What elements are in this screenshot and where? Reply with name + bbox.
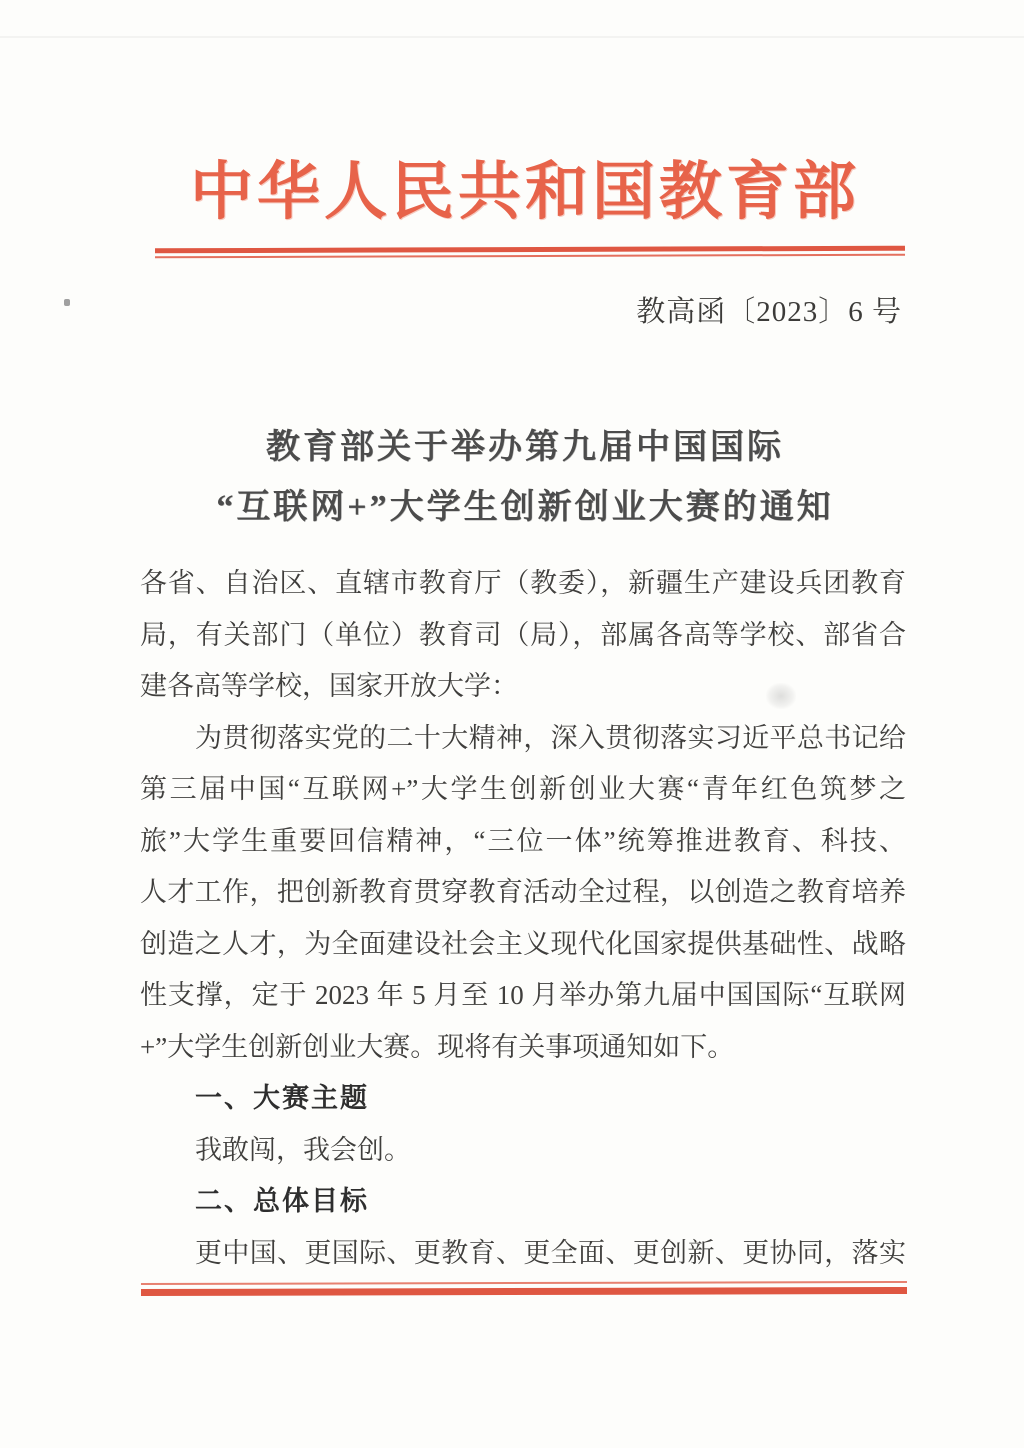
letterhead-double-rule (155, 246, 905, 259)
intro-paragraph-line-4: 人才工作，把创新教育贯穿教育活动全过程，以创造之教育培养 (140, 877, 906, 907)
intro-paragraph-line-3: 旅”大学生重要回信精神，“三位一体”统筹推进教育、科技、 (140, 825, 906, 856)
section-1-text: 我敢闯，我会创。 (195, 1134, 411, 1165)
footer-double-rule (141, 1281, 907, 1296)
salutation-line-2: 局，有关部门（单位）教育司（局），部属各高等学校、部省合 (140, 619, 906, 650)
document-title (140, 418, 910, 538)
document-body (140, 558, 906, 1279)
document-title-line-2: “互联网+”大学生创新创业大赛的通知 (216, 489, 834, 526)
intro-paragraph-line-5: 创造之人才，为全面建设社会主义现代化国家提供基础性、战略 (140, 928, 906, 959)
section-1-heading: 一、大赛主题 (195, 1083, 369, 1113)
section-2-text-line-1: 更中国、更国际、更教育、更全面、更创新、更协同，落实 (195, 1237, 906, 1268)
ministry-letterhead-title: 中华人民共和国教育部 (190, 157, 860, 227)
scan-speck-artifact (64, 299, 70, 306)
footer-rule-thick-line (141, 1287, 907, 1296)
scan-fold-artifact (0, 36, 1024, 38)
intro-paragraph-line-7: +”大学生创新创业大赛。现将有关事项通知如下。 (140, 1031, 735, 1062)
section-2-heading: 二、总体目标 (195, 1186, 369, 1216)
document-title-line-1: 教育部关于举办第九届中国国际 (266, 429, 784, 466)
intro-paragraph-line-1: 为贯彻落实党的二十大精神，深入贯彻落实习近平总书记给 (195, 722, 906, 753)
document-reference-number: 教高函〔2023〕6 号 (636, 296, 902, 328)
intro-paragraph-line-6: 性支撑，定于 2023 年 5 月至 10 月举办第九届中国国际“互联网 (140, 980, 906, 1010)
intro-paragraph-line-2: 第三届中国“互联网+”大学生创新创业大赛“青年红色筑梦之 (140, 774, 906, 804)
salutation-line-3: 建各高等学校，国家开放大学： (140, 671, 518, 701)
salutation-line-1: 各省、自治区、直辖市教育厅（教委），新疆生产建设兵团教育 (140, 568, 906, 598)
